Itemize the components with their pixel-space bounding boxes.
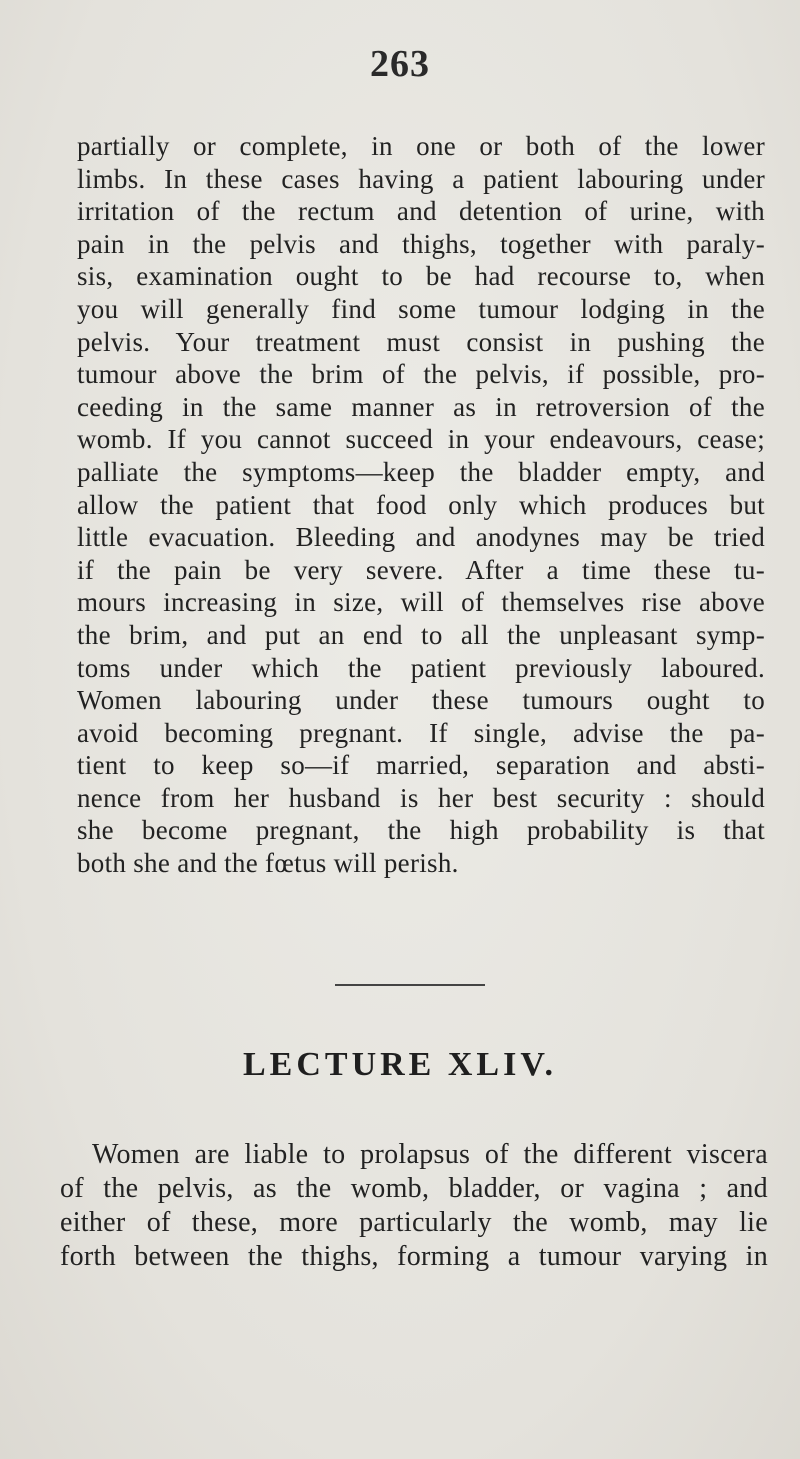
text-line: tient to keep so—if married, separation and absti-	[77, 750, 765, 781]
text-line: of the pelvis, as the womb, bladder, or vagina ; and	[60, 1173, 768, 1204]
text-line: the brim, and put an end to all the unpleasant symp-	[77, 619, 765, 650]
text-line: avoid becoming pregnant. If single, advise the pa-	[77, 717, 765, 748]
lecture-paragraph	[60, 1138, 768, 1274]
text-line: Women are liable to prolapsus of the different viscera	[92, 1139, 768, 1170]
text-line: pelvis. Your treatment must consist in pushing the	[77, 326, 765, 357]
text-line: little evacuation. Bleeding and anodynes may be tried	[77, 522, 765, 553]
text-line: you will generally find some tumour lodging in the	[77, 293, 765, 324]
paragraph	[77, 130, 765, 880]
text-line: toms under which the patient previously laboured.	[77, 652, 765, 683]
text-line: ceeding in the same manner as in retroversion of the	[77, 391, 765, 422]
text-line: either of these, more particularly the womb, may lie	[60, 1207, 768, 1238]
text-line: tumour above the brim of the pelvis, if possible, pro-	[77, 359, 765, 390]
text-line: if the pain be very severe. After a time these tu-	[77, 554, 765, 585]
text-line: palliate the symptoms—keep the bladder empty, and	[77, 456, 765, 487]
text-line: nence from her husband is her best security : should	[77, 782, 765, 813]
text-line: irritation of the rectum and detention of urine, with	[77, 196, 765, 227]
text-line: forth between the thighs, forming a tumour varying in	[60, 1241, 768, 1272]
text-line: she become pregnant, the high probability is that	[77, 815, 765, 846]
text-line: sis, examination ought to be had recourse to, when	[77, 261, 765, 292]
text-line: mours increasing in size, will of themselves rise above	[77, 587, 765, 618]
lecture-heading: LECTURE XLIV.	[242, 1046, 557, 1083]
text-line: womb. If you cannot succeed in your endeavours, cease;	[77, 424, 765, 455]
page-number: 263	[370, 43, 430, 85]
text-line: limbs. In these cases having a patient labouring under	[77, 163, 765, 194]
text-line: Women labouring under these tumours ought to	[77, 685, 765, 716]
text-line: pain in the pelvis and thighs, together with paraly-	[77, 228, 765, 259]
text-line: partially or complete, in one or both of the lower	[77, 131, 765, 161]
text-line-last: both she and the fœtus will perish.	[77, 848, 459, 879]
text-line: allow the patient that food only which produces but	[77, 489, 765, 520]
section-divider	[335, 984, 485, 986]
